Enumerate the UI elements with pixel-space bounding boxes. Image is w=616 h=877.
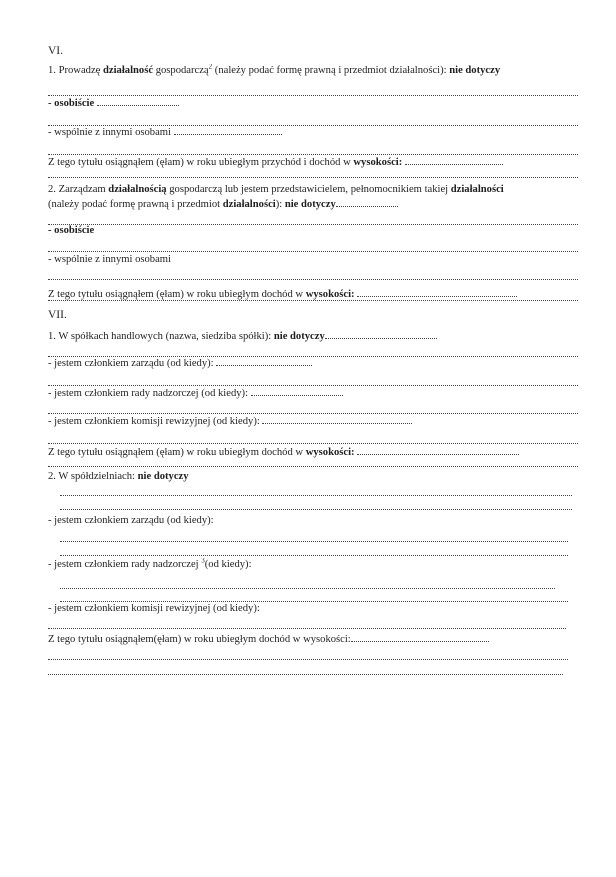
fill-line[interactable] bbox=[60, 590, 568, 602]
section-vi-heading: VI. bbox=[48, 45, 64, 57]
vii-item1-title: 1. W spółkach handlowych (nazwa, siedziba spółki): nie dotyczy bbox=[48, 329, 593, 343]
fill-line[interactable] bbox=[48, 617, 566, 629]
vi-item2-subtitle: (należy podać formę prawną i przedmiot działalności): nie dotyczy bbox=[48, 197, 593, 211]
vii-item2-audit: - jestem członkiem komisji rewizyjnej (od kiedy): bbox=[48, 603, 260, 614]
vii-item2-title: 2. W spółdzielniach: nie dotyczy bbox=[48, 471, 189, 482]
fill-line[interactable] bbox=[48, 402, 578, 414]
fill-line[interactable] bbox=[48, 663, 563, 675]
vii-item1-board: - jestem członkiem zarządu (od kiedy): bbox=[48, 356, 593, 370]
fill-line[interactable] bbox=[60, 530, 568, 542]
vii-item2-board: - jestem członkiem zarządu (od kiedy): bbox=[48, 515, 214, 526]
vii-item1-audit: - jestem członkiem komisji rewizyjnej (od kiedy): bbox=[48, 414, 593, 428]
vi-item2-personal: - osobiście bbox=[48, 225, 95, 236]
vi-item2-income: Z tego tytułu osiągnąłem (ęłam) w roku ubiegłym dochód w wysokości: bbox=[48, 287, 593, 301]
fill-line[interactable] bbox=[48, 143, 578, 155]
fill-line[interactable] bbox=[60, 498, 572, 510]
fill-line[interactable] bbox=[60, 544, 568, 556]
fill-line[interactable] bbox=[48, 84, 578, 96]
vii-item2-income: Z tego tytułu osiągnąłem(ęłam) w roku ubiegłym dochód w wysokości: bbox=[48, 632, 593, 646]
fill-line[interactable] bbox=[48, 268, 578, 280]
vii-item1-income: Z tego tytułu osiągnąłem (ęłam) w roku ubiegłym dochód w wysokości: bbox=[48, 445, 593, 459]
section-vii-heading: VII. bbox=[48, 309, 67, 321]
fill-line[interactable] bbox=[48, 240, 578, 252]
vi-item1-title: 1. Prowadzę działalność gospodarczą$^2$ (należy podać formę prawną i przedmiot działalności): nie dotyczy bbox=[48, 64, 501, 76]
fill-line[interactable] bbox=[48, 289, 578, 301]
vi-item2-jointly: - wspólnie z innymi osobami bbox=[48, 254, 171, 265]
vi-item1-income: Z tego tytułu osiągnąłem (ęłam) w roku ubiegłym przychód i dochód w wysokości: bbox=[48, 155, 593, 169]
vii-item2-supervisory: - jestem członkiem rady nadzorczej $^3$(od kiedy): bbox=[48, 558, 252, 570]
fill-line[interactable] bbox=[48, 166, 578, 178]
fill-line[interactable] bbox=[60, 484, 572, 496]
fill-line[interactable] bbox=[48, 374, 578, 386]
vi-item1-jointly: - wspólnie z innymi osobami bbox=[48, 125, 593, 139]
vi-item1-personal: - osobiście bbox=[48, 96, 593, 110]
fill-line[interactable] bbox=[48, 432, 578, 444]
fill-line[interactable] bbox=[60, 577, 555, 589]
vi-item2-title: 2. Zarządzam działalnością gospodarczą lub jestem przedstawicielem, pełnomocnikiem takiej działalności bbox=[48, 184, 504, 195]
fill-line[interactable] bbox=[48, 648, 568, 660]
fill-line[interactable] bbox=[48, 455, 578, 467]
vii-item1-supervisory: - jestem członkiem rady nadzorczej (od kiedy): bbox=[48, 386, 593, 400]
